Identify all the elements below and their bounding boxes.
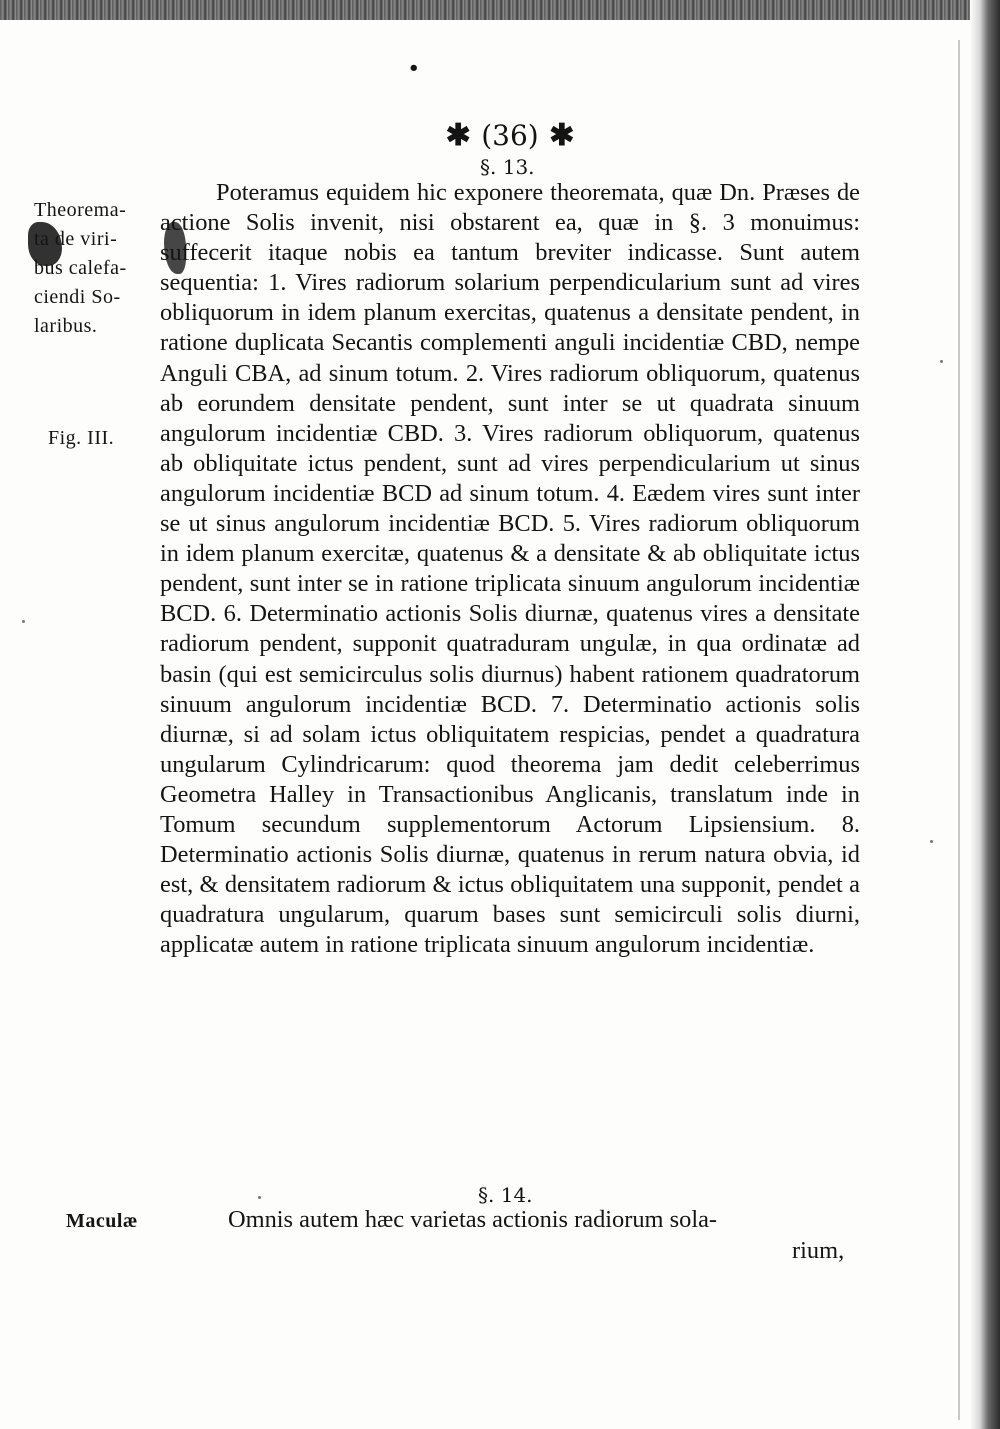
star-ornament-left-icon: ✱ <box>445 118 471 153</box>
paper-speck <box>258 1196 261 1199</box>
margin-line: laribus. <box>34 315 98 337</box>
ink-mark: • <box>408 58 420 79</box>
margin-line: Theorema- <box>34 199 127 221</box>
catchword: rium, <box>792 1237 845 1264</box>
section-13-heading: §. 13. <box>480 155 535 179</box>
page-header <box>440 118 580 154</box>
margin-line: ciendi So- <box>34 286 121 308</box>
page-fold-line <box>958 40 960 1420</box>
margin-note-theorema <box>34 196 154 341</box>
scan-right-edge <box>970 0 1000 1429</box>
margin-line: ta de viri- <box>34 228 118 250</box>
section-13-paragraph: Poteramus equidem hic exponere theoremata, quæ Dn. Præses de actione Solis invenit, nisi obstarent ea, quæ in §. 3 monuimus: suffecerit itaque nobis ea tantum breviter indicasse. Sunt autem sequentia: 1. Vires radiorum solarium perpendicularium sunt ad vires obliquorum in idem planum exercitas, quatenus a densitate pendent, in ratione duplicata Secantis complementi anguli incidentiæ CBD, nempe Anguli CBA, ad sinum totum. 2. Vires radiorum obliquorum, quatenus ab eorundem densitate pendent, sunt inter se ut quadrata sinuum angulorum incidentiæ CBD. 3. Vires radiorum obliquorum, quatenus ab obliquitate ictus pendent, sunt ad vires perpendicularium ut sinus angulorum incidentiæ BCD ad sinum totum. 4. Eædem vires sunt inter se ut sinus angulorum incidentiæ BCD. 5. Vires radiorum obliquorum in idem planum exercitæ, quatenus & a densitate & ab obliquitate ictus pendent, sunt inter se in ratione triplicata sinuum angulorum incidentiæ BCD. 6. Determinatio actionis Solis diurnæ, quatenus vires a densitate radiorum pendent, supponit quatraduram ungulæ, in qua ordinatæ ad basin (qui est semicirculus solis diurnus) habent rationem quadratorum sinuum angulorum incidentiæ BCD. 7. Determinatio actionis solis diurnæ, si ad solam ictus obliquitatem respicias, pendet a quadratura ungularum Cylindricarum: quod theorema jam dedit celeberrimus Geometra Halley in Transactionibus Anglicanis, translatum inde in Tomum secundum supplementorum Actorum Lipsiensium. 8. Determinatio actionis Solis diurnæ, quatenus in rerum natura obvia, id est, & densitatem radiorum & ictus obliquitatem una supponit, pendet a quadratura ungularum, quarum bases sunt semicirculi solis diurni, applicatæ autem in ratione triplicata sinuum angulorum incidentiæ. <box>160 179 860 959</box>
paper-speck <box>22 620 25 623</box>
page-number: (36) <box>481 119 539 152</box>
star-ornament-right-icon: ✱ <box>549 118 575 153</box>
scan-top-edge <box>0 0 1000 20</box>
paper-speck <box>930 840 933 843</box>
section-14-heading: §. 14. <box>478 1183 533 1207</box>
paper-speck <box>940 360 943 363</box>
section-14-paragraph: Omnis autem hæc varietas actionis radiorum sola- <box>228 1206 718 1233</box>
margin-note-figure: Fig. III. <box>48 427 115 449</box>
margin-line: bus calefa- <box>34 257 127 279</box>
margin-note-maculae: Maculæ <box>66 1210 138 1232</box>
